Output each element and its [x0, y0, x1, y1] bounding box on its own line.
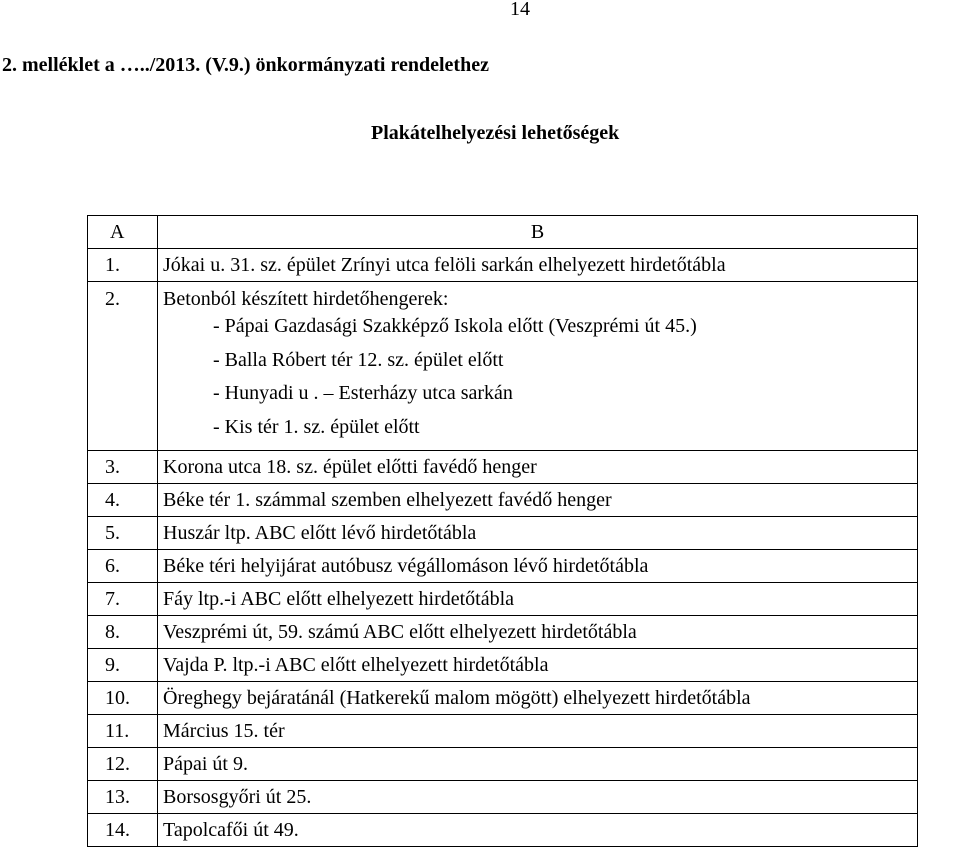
- column-b-header: B: [158, 216, 918, 249]
- sub-list-item: - Balla Róbert tér 12. sz. épület előtt: [213, 348, 504, 371]
- row-group-cell: [158, 282, 918, 451]
- row-text: Béke tér 1. számmal szemben elhelyezett favédő henger: [158, 484, 918, 517]
- table-header-row: [88, 216, 918, 249]
- document-title: Plakátelhelyezési lehetőségek: [371, 122, 620, 144]
- row-number: 8.: [88, 616, 158, 649]
- sub-list: [163, 310, 913, 444]
- row-text: Betonból készített hirdetőhengerek:: [163, 288, 449, 310]
- row-text: Pápai út 9.: [158, 748, 918, 781]
- row-text: Jókai u. 31. sz. épület Zrínyi utca felöli sarkán elhelyezett hirdetőtábla: [158, 249, 918, 282]
- table-row: [88, 682, 918, 715]
- row-text: Béke téri helyijárat autóbusz végállomáson lévő hirdetőtábla: [158, 550, 918, 583]
- row-number: 1.: [88, 249, 158, 282]
- row-number: 13.: [88, 781, 158, 814]
- row-number: 9.: [88, 649, 158, 682]
- table-row: [88, 583, 918, 616]
- row-number: 4.: [88, 484, 158, 517]
- row-text: Fáy ltp.-i ABC előtt elhelyezett hirdetőtábla: [158, 583, 918, 616]
- row-number: 3.: [88, 451, 158, 484]
- row-number: 10.: [88, 682, 158, 715]
- row-text: Március 15. tér: [158, 715, 918, 748]
- table-row: [88, 649, 918, 682]
- table-row: [88, 616, 918, 649]
- table-row: [88, 451, 918, 484]
- sub-list-item: - Kis tér 1. sz. épület előtt: [213, 415, 420, 438]
- sub-list-item: - Pápai Gazdasági Szakképző Iskola előtt (Veszprémi út 45.): [213, 315, 697, 337]
- row-text: Tapolcafői út 49.: [158, 814, 918, 847]
- annex-title: 2. melléklet a …../2013. (V.9.) önkormányzati rendelethez: [2, 54, 489, 76]
- table-row: [88, 550, 918, 583]
- row-text: Huszár ltp. ABC előtt lévő hirdetőtábla: [158, 517, 918, 550]
- locations-table: [87, 215, 918, 847]
- row-text: Korona utca 18. sz. épület előtti favédő henger: [158, 451, 918, 484]
- row-number: 2.: [88, 282, 158, 451]
- table-row-group: [88, 282, 918, 451]
- row-number: 11.: [88, 715, 158, 748]
- row-number: 12.: [88, 748, 158, 781]
- column-a-header: A: [88, 216, 158, 249]
- row-number: 5.: [88, 517, 158, 550]
- table-row: [88, 814, 918, 847]
- row-number: 7.: [88, 583, 158, 616]
- table-row: [88, 517, 918, 550]
- row-number: 6.: [88, 550, 158, 583]
- table-row: [88, 781, 918, 814]
- row-number: 14.: [88, 814, 158, 847]
- table-row: [88, 249, 918, 282]
- page-number: 14: [510, 0, 530, 20]
- table-row: [88, 748, 918, 781]
- table-row: [88, 715, 918, 748]
- row-text: Borsosgyőri út 25.: [158, 781, 918, 814]
- row-text: Vajda P. ltp.-i ABC előtt elhelyezett hirdetőtábla: [158, 649, 918, 682]
- row-text: Öreghegy bejáratánál (Hatkerekű malom mögött) elhelyezett hirdetőtábla: [158, 682, 918, 715]
- table-row: [88, 484, 918, 517]
- sub-list-item: - Hunyadi u . – Esterházy utca sarkán: [213, 382, 513, 404]
- row-text: Veszprémi út, 59. számú ABC előtt elhelyezett hirdetőtábla: [158, 616, 918, 649]
